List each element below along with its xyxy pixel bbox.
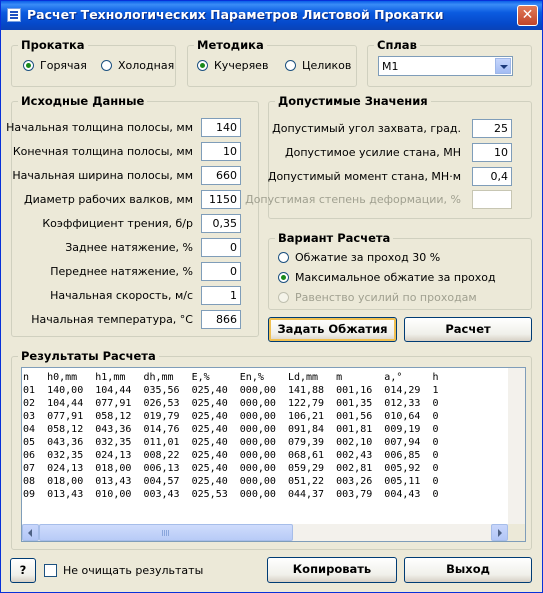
close-icon: ✕ <box>521 7 534 23</box>
results-row-cell: 000,00 <box>239 411 288 422</box>
results-row-cell: 09 <box>23 489 48 500</box>
input-final-thickness[interactable]: 10 <box>201 142 241 161</box>
input-initial-temperature[interactable]: 866 <box>201 310 241 329</box>
results-row-cell: 025,40 <box>191 398 240 409</box>
results-row-cell: 004,57 <box>143 476 192 487</box>
results-row-cell: 013,43 <box>95 476 144 487</box>
results-row-cell: 141,88 <box>287 385 337 396</box>
results-header-row-cell: h0,mm <box>47 372 96 383</box>
results-legend: Результаты Расчета <box>18 349 159 363</box>
results-row-cell: 077,91 <box>95 398 144 409</box>
input-back-tension[interactable]: 0 <box>201 238 241 257</box>
results-row-cell: 0 <box>432 476 445 487</box>
results-horizontal-scrollbar[interactable] <box>22 524 508 541</box>
results-row-cell: 1 <box>432 385 445 396</box>
input-label-initial-speed: Начальная скорость, м/с <box>50 289 193 302</box>
results-row-cell: 000,00 <box>239 463 288 474</box>
results-header-row-cell: Ld,mm <box>287 372 337 383</box>
set-reductions-button[interactable]: Задать Обжатия <box>268 317 397 342</box>
scroll-left-arrow-icon[interactable] <box>22 524 39 541</box>
limit-label-mill-force: Допустимое усилие стана, МН <box>285 146 461 159</box>
results-row-cell: 03 <box>23 411 48 422</box>
results-row <box>23 397 509 410</box>
window-title: Расчет Технологических Параметров Листовой Прокатки <box>27 7 444 22</box>
results-row-cell: 001,81 <box>336 424 385 435</box>
results-row-cell: 059,29 <box>287 463 337 474</box>
results-row-cell: 104,44 <box>47 398 96 409</box>
alloy-select[interactable] <box>378 56 513 76</box>
results-row <box>23 410 509 423</box>
results-row-cell: 0 <box>432 463 445 474</box>
results-row-cell: 032,35 <box>47 450 96 461</box>
results-header-row-cell: En,% <box>239 372 288 383</box>
results-row-cell: 044,37 <box>287 489 337 500</box>
results-row-cell: 018,00 <box>47 476 96 487</box>
results-row-cell: 122,79 <box>287 398 337 409</box>
results-row-cell: 006,85 <box>384 450 433 461</box>
results-row-cell: 0 <box>432 437 445 448</box>
input-label-initial-thickness: Начальная толщина полосы, мм <box>6 121 193 134</box>
method-legend: Методика <box>194 38 267 52</box>
results-text <box>23 371 509 525</box>
radio-variant-equal-force-label: Равенство усилий по проходам <box>295 291 477 304</box>
results-row-cell: 014,76 <box>143 424 192 435</box>
results-row-cell: 0 <box>432 424 445 435</box>
results-row-cell: 025,40 <box>191 450 240 461</box>
radio-kucheryaev-indicator[interactable] <box>197 60 208 71</box>
results-header-row-cell: h <box>432 372 445 383</box>
radio-cold[interactable] <box>101 59 174 72</box>
limit-label-mill-torque: Допустимый момент стана, МН·м <box>267 170 461 183</box>
results-row <box>23 462 509 475</box>
input-label-initial-temperature: Начальная температура, °С <box>31 313 193 326</box>
inputs-legend: Исходные Данные <box>18 94 147 108</box>
radio-kucheryaev-label: Кучеряев <box>214 59 269 72</box>
limit-mill-force[interactable]: 10 <box>472 143 512 162</box>
radio-variant-max[interactable] <box>278 271 496 284</box>
results-row-cell: 000,00 <box>239 450 288 461</box>
radio-kucheryaev[interactable] <box>197 59 268 72</box>
results-row-cell: 000,00 <box>239 489 288 500</box>
results-row-cell: 001,35 <box>336 398 385 409</box>
results-row-cell: 019,79 <box>143 411 192 422</box>
results-header-row-cell: a,° <box>384 372 433 383</box>
results-row-cell: 010,00 <box>95 489 144 500</box>
results-header-row-cell: n <box>23 372 48 383</box>
exit-button[interactable]: Выход <box>404 557 532 583</box>
alloy-select-value: М1 <box>382 60 399 73</box>
results-row-cell: 01 <box>23 385 48 396</box>
results-row-cell: 091,84 <box>287 424 337 435</box>
results-row <box>23 384 509 397</box>
results-row-cell: 000,00 <box>239 424 288 435</box>
alloy-legend: Сплав <box>374 38 420 52</box>
results-row-cell: 000,00 <box>239 385 288 396</box>
scrollbar-corner <box>508 524 525 541</box>
results-row-cell: 002,81 <box>336 463 385 474</box>
calculate-button[interactable]: Расчет <box>404 317 532 342</box>
results-row <box>23 488 509 501</box>
limit-label-bite-angle: Допустимый угол захвата, град. <box>272 122 461 135</box>
results-row-cell: 106,21 <box>287 411 337 422</box>
results-header-row-cell: E,% <box>191 372 240 383</box>
results-row-cell: 068,61 <box>287 450 337 461</box>
radio-variant-equal-force <box>278 291 477 304</box>
results-row-cell: 043,36 <box>47 437 96 448</box>
results-row-cell: 025,40 <box>191 385 240 396</box>
results-header-row-cell: m <box>336 372 385 383</box>
results-row-cell: 000,00 <box>239 437 288 448</box>
radio-cold-label: Холодная <box>118 59 175 72</box>
results-row-cell: 018,00 <box>95 463 144 474</box>
results-row-cell: 000,00 <box>239 398 288 409</box>
input-label-roll-diameter: Диаметр рабочих валков, мм <box>23 193 193 206</box>
radio-cold-indicator[interactable] <box>101 60 112 71</box>
results-row-cell: 026,53 <box>143 398 192 409</box>
copy-button[interactable]: Копировать <box>267 557 397 583</box>
results-row-cell: 003,43 <box>143 489 192 500</box>
results-row-cell: 007,94 <box>384 437 433 448</box>
results-row-cell: 104,44 <box>95 385 144 396</box>
radio-tselikov[interactable] <box>285 59 351 72</box>
results-row-cell: 0 <box>432 489 445 500</box>
results-row-cell: 0 <box>432 398 445 409</box>
results-row-cell: 011,01 <box>143 437 192 448</box>
results-row-cell: 002,10 <box>336 437 385 448</box>
results-row-cell: 0 <box>432 450 445 461</box>
results-row-cell: 005,11 <box>384 476 433 487</box>
input-label-friction: Коэффициент трения, б/р <box>42 217 193 230</box>
results-row-cell: 005,92 <box>384 463 433 474</box>
input-label-front-tension: Переднее натяжение, % <box>50 265 193 278</box>
title-bar[interactable] <box>1 1 542 30</box>
results-row-cell: 035,56 <box>143 385 192 396</box>
input-label-initial-width: Начальная ширина полосы, мм <box>12 169 193 182</box>
results-row-cell: 006,13 <box>143 463 192 474</box>
results-row <box>23 423 509 436</box>
results-row-cell: 079,39 <box>287 437 337 448</box>
results-row-cell: 058,12 <box>95 411 144 422</box>
results-row-cell: 004,43 <box>384 489 433 500</box>
results-row-cell: 025,40 <box>191 476 240 487</box>
help-button[interactable]: ? <box>10 558 36 583</box>
results-header-row-cell: dh,mm <box>143 372 192 383</box>
results-row-cell: 058,12 <box>47 424 96 435</box>
results-row-cell: 010,64 <box>384 411 433 422</box>
results-row-cell: 001,16 <box>336 385 385 396</box>
keep-results-label: Не очищать результаты <box>63 564 204 577</box>
radio-variant-max-label: Максимальное обжатие за проход <box>295 271 496 284</box>
results-row-cell: 009,19 <box>384 424 433 435</box>
results-row-cell: 001,56 <box>336 411 385 422</box>
results-row-cell: 043,36 <box>95 424 144 435</box>
results-row-cell: 02 <box>23 398 48 409</box>
results-row-cell: 032,35 <box>95 437 144 448</box>
limit-mill-torque[interactable]: 0,4 <box>472 167 512 186</box>
input-roll-diameter[interactable]: 1150 <box>201 190 241 209</box>
radio-variant-30[interactable] <box>278 251 440 264</box>
results-row-cell: 04 <box>23 424 48 435</box>
scroll-thumb[interactable] <box>39 524 293 541</box>
radio-tselikov-indicator[interactable] <box>285 60 296 71</box>
results-row-cell: 05 <box>23 437 48 448</box>
rolling-legend: Прокатка <box>18 38 88 52</box>
results-row-cell: 08 <box>23 476 48 487</box>
close-button[interactable] <box>517 5 538 26</box>
results-row-cell: 012,33 <box>384 398 433 409</box>
results-row <box>23 449 509 462</box>
results-row-cell: 07 <box>23 463 48 474</box>
limit-bite-angle[interactable]: 25 <box>472 119 512 138</box>
limit-label-deformation: Допустимая степень деформации, % <box>245 193 461 206</box>
results-row-cell: 003,26 <box>336 476 385 487</box>
results-row-cell: 025,40 <box>191 411 240 422</box>
results-textarea[interactable] <box>21 367 526 542</box>
results-row-cell: 008,22 <box>143 450 192 461</box>
input-initial-thickness[interactable]: 140 <box>201 118 241 137</box>
radio-variant-max-indicator[interactable] <box>278 272 289 283</box>
scroll-right-arrow-icon[interactable] <box>491 524 508 541</box>
limits-legend: Допустимые Значения <box>275 94 431 108</box>
input-initial-speed[interactable]: 1 <box>201 286 241 305</box>
results-row-cell: 025,40 <box>191 463 240 474</box>
results-row-cell: 06 <box>23 450 48 461</box>
variant-legend: Вариант Расчета <box>275 231 393 245</box>
results-row-cell: 0 <box>432 411 445 422</box>
results-header-row <box>23 371 509 384</box>
results-row-cell: 051,22 <box>287 476 337 487</box>
results-header-row-cell: h1,mm <box>95 372 144 383</box>
chevron-down-icon[interactable] <box>495 58 511 74</box>
input-friction[interactable]: 0,35 <box>201 214 241 233</box>
input-label-final-thickness: Конечная толщина полосы, мм <box>12 145 193 158</box>
results-row-cell: 014,29 <box>384 385 433 396</box>
input-initial-width[interactable]: 660 <box>201 166 241 185</box>
results-row-cell: 140,00 <box>47 385 96 396</box>
results-row-cell: 013,43 <box>47 489 96 500</box>
keep-results-checkbox[interactable] <box>44 564 57 577</box>
results-row-cell: 000,00 <box>239 476 288 487</box>
results-row-cell: 025,40 <box>191 424 240 435</box>
results-row <box>23 436 509 449</box>
results-vertical-scrollbar[interactable] <box>508 368 525 524</box>
app-icon <box>7 8 21 22</box>
radio-tselikov-label: Целиков <box>302 59 352 72</box>
results-row-cell: 024,13 <box>47 463 96 474</box>
results-row-cell: 003,79 <box>336 489 385 500</box>
limit-deformation <box>472 190 512 209</box>
results-row-cell: 025,40 <box>191 437 240 448</box>
results-row-cell: 077,91 <box>47 411 96 422</box>
radio-variant-30-label: Обжатие за проход 30 % <box>295 251 441 264</box>
radio-hot[interactable] <box>23 59 87 72</box>
radio-variant-equal-force-indicator <box>278 292 289 303</box>
results-row <box>23 475 509 488</box>
results-row-cell: 002,43 <box>336 450 385 461</box>
results-row-cell: 025,53 <box>191 489 240 500</box>
radio-variant-30-indicator[interactable] <box>278 252 289 263</box>
input-label-back-tension: Заднее натяжение, % <box>65 241 193 254</box>
results-row-cell: 024,13 <box>95 450 144 461</box>
radio-hot-indicator[interactable] <box>23 60 34 71</box>
radio-hot-label: Горячая <box>40 59 87 72</box>
input-front-tension[interactable]: 0 <box>201 262 241 281</box>
